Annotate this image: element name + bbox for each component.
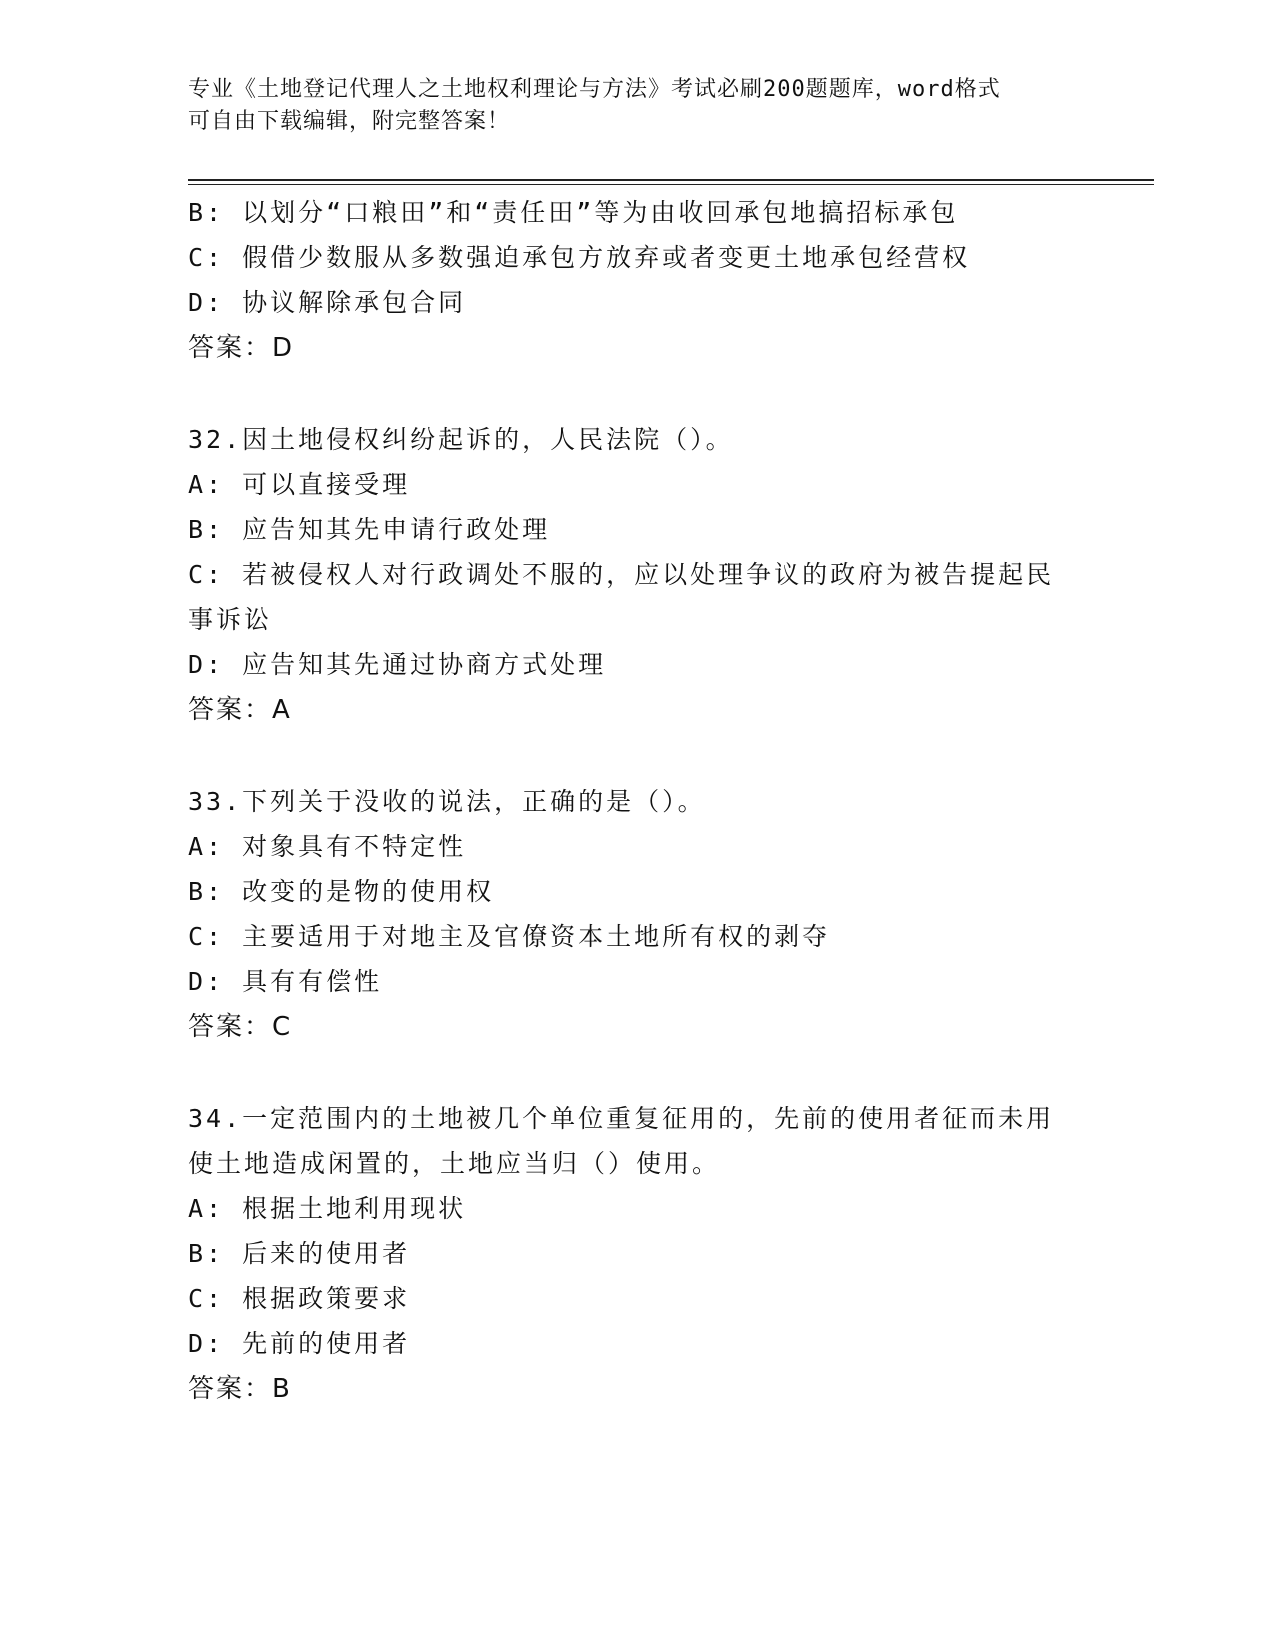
header-line-1: 专业《土地登记代理人之土地权利理论与方法》考试必刷200题题库，word格式 bbox=[188, 77, 1001, 102]
answer: 答案：B bbox=[188, 1374, 292, 1404]
option-d: D: 先前的使用者 bbox=[188, 1329, 411, 1358]
option-d: D: 协议解除承包合同 bbox=[188, 288, 467, 317]
answer: 答案：D bbox=[188, 333, 295, 363]
document-header bbox=[188, 74, 1088, 138]
header-divider-thin bbox=[188, 184, 1154, 185]
option-d: D: 具有有偿性 bbox=[188, 967, 383, 996]
question-34 bbox=[188, 1096, 1098, 1412]
option-c: C: 根据政策要求 bbox=[188, 1284, 411, 1313]
question-spacer bbox=[188, 733, 1098, 779]
question-title-line-2: 使土地造成闲置的，土地应当归（）使用。 bbox=[188, 1149, 721, 1178]
option-c: C: 主要适用于对地主及官僚资本土地所有权的剥夺 bbox=[188, 922, 831, 951]
question-title: 32.因土地侵权纠纷起诉的，人民法院（）。 bbox=[188, 425, 734, 454]
question-spacer bbox=[188, 1050, 1098, 1096]
question-content bbox=[188, 190, 1098, 1412]
option-b: B: 以划分“口粮田”和“责任田”等为由收回承包地搞招标承包 bbox=[188, 198, 959, 227]
option-a: A: 根据土地利用现状 bbox=[188, 1194, 467, 1223]
option-c-line-2: 事诉讼 bbox=[188, 605, 273, 634]
header-line-2: 可自由下载编辑，附完整答案！ bbox=[188, 109, 511, 134]
option-a: A: 可以直接受理 bbox=[188, 470, 411, 499]
question-32 bbox=[188, 417, 1098, 733]
option-c: C: 假借少数服从多数强迫承包方放弃或者变更土地承包经营权 bbox=[188, 243, 971, 272]
option-a: A: 对象具有不特定性 bbox=[188, 832, 467, 861]
question-title-line-1: 34.一定范围内的土地被几个单位重复征用的，先前的使用者征而未用 bbox=[188, 1104, 1055, 1133]
option-b: B: 后来的使用者 bbox=[188, 1239, 411, 1268]
option-c-line-1: C: 若被侵权人对行政调处不服的，应以处理争议的政府为被告提起民 bbox=[188, 560, 1055, 589]
option-b: B: 应告知其先申请行政处理 bbox=[188, 515, 551, 544]
question-spacer bbox=[188, 371, 1098, 417]
option-d: D: 应告知其先通过协商方式处理 bbox=[188, 650, 607, 679]
question-title: 33.下列关于没收的说法，正确的是（）。 bbox=[188, 787, 706, 816]
option-b: B: 改变的是物的使用权 bbox=[188, 877, 495, 906]
question-33 bbox=[188, 779, 1098, 1050]
question-31-tail bbox=[188, 190, 1098, 371]
answer: 答案：C bbox=[188, 1012, 293, 1042]
answer: 答案：A bbox=[188, 695, 292, 725]
header-divider-thick bbox=[188, 179, 1154, 181]
